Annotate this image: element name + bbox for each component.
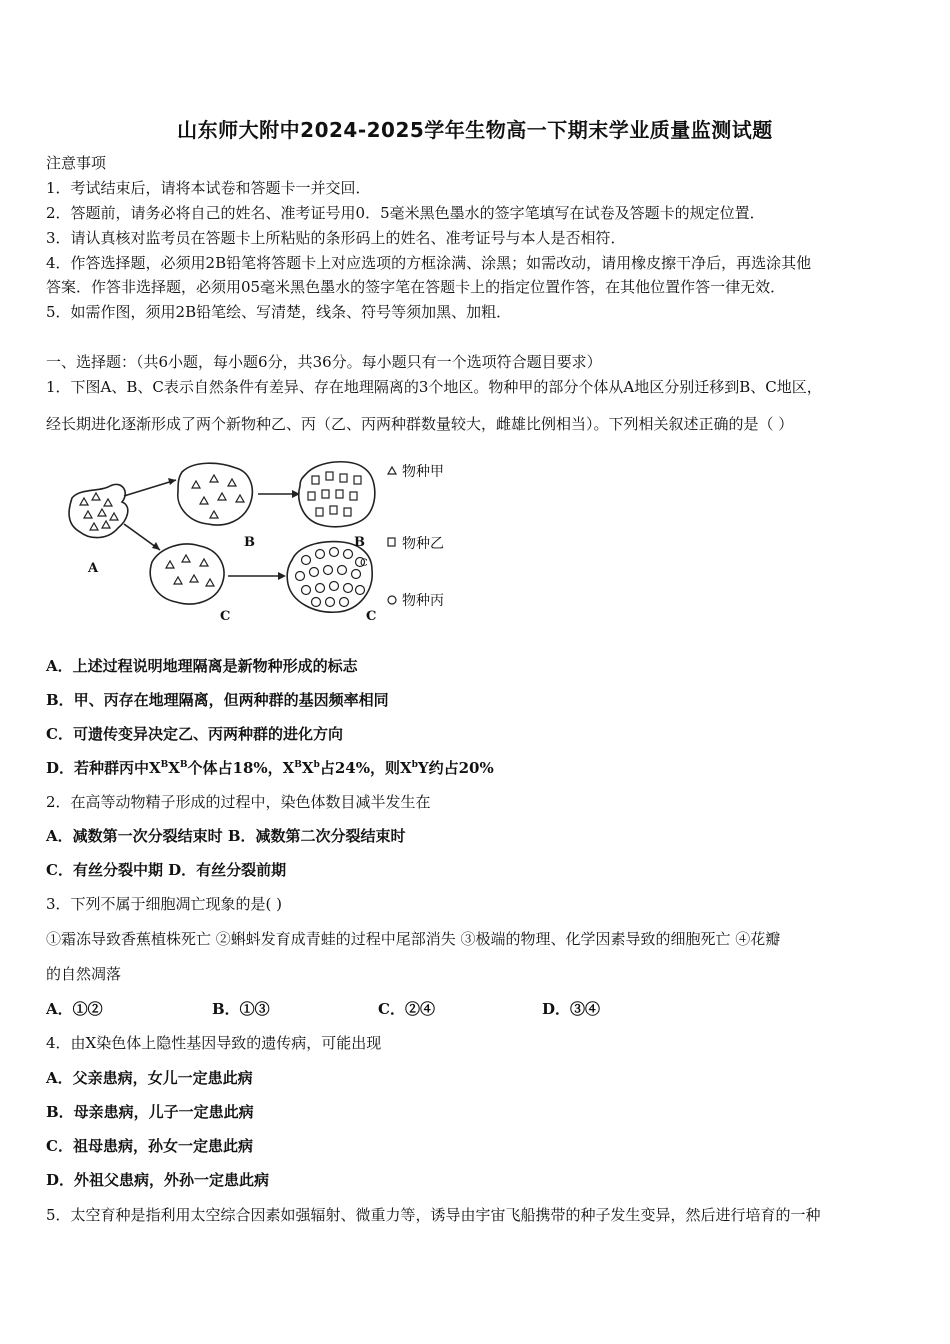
q1-option-c: C．可遗传变异决定乙、丙两种群的进化方向 <box>46 725 343 743</box>
species-yi-in-b2 <box>308 472 361 516</box>
notice-item: 答案．作答非选择题，必须用05毫米黑色墨水的签字笔在答题卡上的指定位置作答，在其他位置作答一律无效． <box>46 278 786 296</box>
legend-circle-icon <box>388 596 396 604</box>
q3-option-c: C．②④ <box>378 1000 435 1018</box>
label-c2: C <box>366 609 377 624</box>
q4-option-a: A．父亲患病，女儿一定患此病 <box>46 1069 253 1087</box>
q3-option-d: D．③④ <box>542 1000 601 1018</box>
arrow-a-to-b <box>124 480 176 496</box>
label-b2: B <box>354 535 365 550</box>
question-4-stem: 4．由X染色体上隐性基因导致的遗传病，可能出现 <box>46 1034 382 1052</box>
legend-triangle-icon <box>388 467 396 474</box>
notice-item: 2．答题前，请务必将自己的姓名、准考证号用0．5毫米黑色墨水的签字笔填写在试卷及答题卡的规定位置． <box>46 204 765 222</box>
region-b-shape <box>178 463 253 525</box>
question-3-items-cont: 的自然凋落 <box>46 965 122 983</box>
question-3-items: ①霜冻导致香蕉植株死亡 ②蝌蚪发育成青蛙的过程中尾部消失 ③极端的物理、化学因素导致的细胞死亡 ④花瓣 <box>46 930 781 948</box>
q4-option-c: C．祖母患病，孙女一定患此病 <box>46 1137 253 1155</box>
question-3-stem: 3．下列不属于细胞凋亡现象的是( ) <box>46 895 283 913</box>
q2-options-ab: A．减数第一次分裂结束时 B．减数第二次分裂结束时 <box>46 827 406 845</box>
q1-option-a: A．上述过程说明地理隔离是新物种形成的标志 <box>46 657 358 675</box>
question-2-stem: 2．在高等动物精子形成的过程中，染色体数目减半发生在 <box>46 793 431 811</box>
page-title: 山东师大附中2024-2025学年生物高一下期末学业质量监测试题 <box>177 118 773 142</box>
q2-options-cd: C．有丝分裂中期 D．有丝分裂前期 <box>46 861 287 879</box>
legend-square-icon <box>388 538 395 546</box>
notice-item: 1．考试结束后，请将本试卷和答题卡一并交回． <box>46 179 371 197</box>
legend-species-bing: 物种丙 <box>402 593 444 609</box>
label-a: A <box>88 561 99 576</box>
question-5-stem: 5．太空育种是指利用太空综合因素如强辐射、微重力等，诱导由宇宙飞船携带的种子发生变异，然后进行培育的一种 <box>46 1206 821 1224</box>
q1-option-d: D．若种群丙中$X^BX^B$个体占18%，$X^BX^b$占24%，则$X^bY$约占20% <box>46 759 494 777</box>
region-c-shape <box>150 544 224 604</box>
species-jia-in-a <box>80 493 118 530</box>
q4-option-d: D．外祖父患病，外孙一定患此病 <box>46 1171 270 1189</box>
notice-item: 4．作答选择题，必须用2B铅笔将答题卡上对应选项的方框涂满、涂黑；如需改动，请用橡皮擦干净后，再选涂其他 <box>46 254 812 272</box>
section-heading: 一、选择题：（共6小题，每小题6分，共36分。每小题只有一个选项符合题目要求） <box>46 353 602 371</box>
label-c2-small: C <box>360 558 368 569</box>
species-jia-in-b <box>192 475 244 518</box>
species-jia-in-c <box>166 555 214 586</box>
question-1-stem: 1．下图A、B、C表示自然条件有差异、存在地理隔离的3个地区。物种甲的部分个体从A地区分别迁移到B、C地区， <box>46 378 822 396</box>
speciation-diagram <box>60 450 480 630</box>
legend-species-jia: 物种甲 <box>402 464 444 480</box>
notice-item: 3．请认真核对监考员在答题卡上所粘贴的条形码上的姓名、准考证号与本人是否相符． <box>46 229 626 247</box>
q3-option-b: B．①③ <box>212 1000 270 1018</box>
legend-species-yi: 物种乙 <box>402 536 444 552</box>
q1-option-b: B．甲、丙存在地理隔离，但两种群的基因频率相同 <box>46 691 389 709</box>
species-bing-in-c2 <box>296 548 365 607</box>
notice-item: 5．如需作图，须用2B铅笔绘、写清楚，线条、符号等须加黑、加粗． <box>46 303 512 321</box>
region-b2-shape <box>299 462 375 527</box>
q3-option-a: A．①② <box>46 1000 103 1018</box>
question-1-stem-cont: 经长期进化逐渐形成了两个新物种乙、丙（乙、丙两种群数量较大，雌雄比例相当）。下列相关叙述正确的是（ ） <box>46 415 794 433</box>
q4-option-b: B．母亲患病，儿子一定患此病 <box>46 1103 254 1121</box>
notice-heading: 注意事项 <box>46 154 107 172</box>
label-c: C <box>220 609 231 624</box>
label-b: B <box>244 535 255 550</box>
